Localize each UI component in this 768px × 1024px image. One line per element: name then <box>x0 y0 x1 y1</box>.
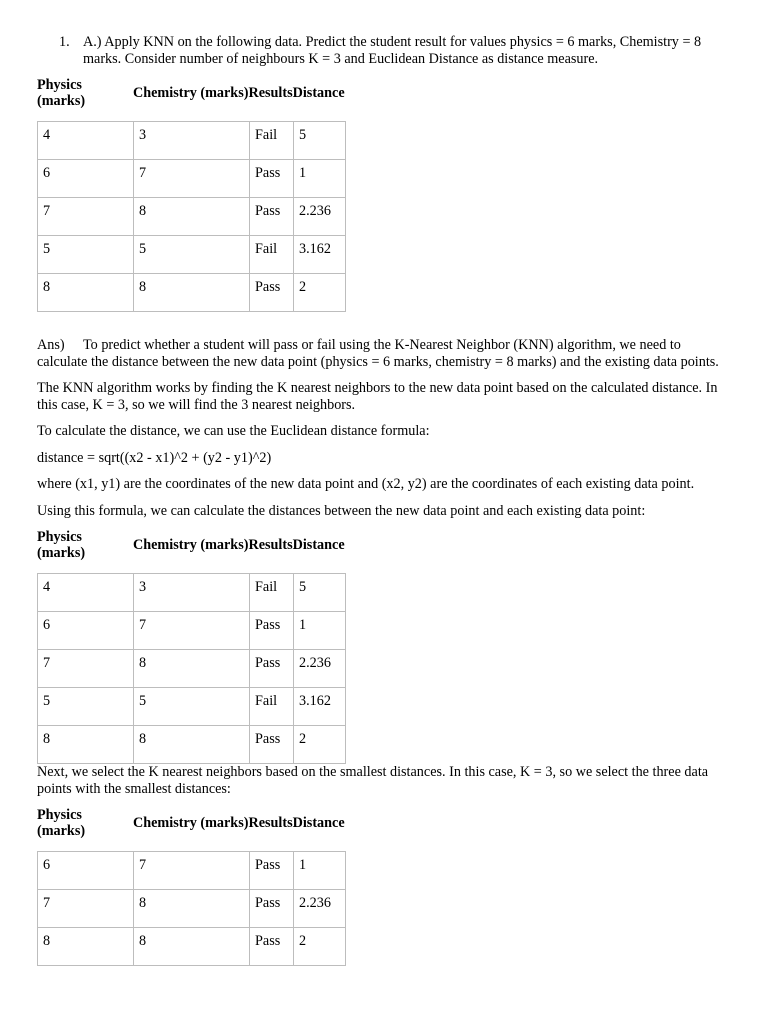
cell-physics: 6 <box>38 160 134 198</box>
cell-result: Fail <box>250 236 294 274</box>
table-row <box>38 890 346 928</box>
cell-chemistry: 3 <box>134 122 250 160</box>
cell-result: Pass <box>250 890 294 928</box>
cell-distance: 5 <box>294 574 346 612</box>
cell-chemistry: 8 <box>134 928 250 966</box>
cell-chemistry: 8 <box>134 198 250 236</box>
cell-distance: 1 <box>294 852 346 890</box>
cell-result: Pass <box>250 852 294 890</box>
cell-result: Pass <box>250 928 294 966</box>
table-row <box>38 852 346 890</box>
distance-formula: distance = sqrt((x2 - x1)^2 + (y2 - y1)^2) <box>37 449 272 466</box>
cell-distance: 2 <box>294 928 346 966</box>
cell-distance: 2.236 <box>294 890 346 928</box>
table3-header <box>37 807 727 839</box>
cell-distance: 2.236 <box>294 650 346 688</box>
header-physics: Physics (marks) <box>37 529 86 561</box>
cell-chemistry: 3 <box>134 574 250 612</box>
cell-distance: 1 <box>294 612 346 650</box>
cell-distance: 3.162 <box>294 688 346 726</box>
header-distance: Distance <box>292 815 345 831</box>
table1-header <box>37 77 727 109</box>
header-results: Results <box>248 537 293 553</box>
table-row <box>38 726 346 764</box>
cell-physics: 8 <box>38 274 134 312</box>
cell-physics: 5 <box>38 236 134 274</box>
cell-chemistry: 5 <box>134 236 250 274</box>
cell-result: Fail <box>250 574 294 612</box>
table-row <box>38 612 346 650</box>
question-item <box>37 34 727 67</box>
header-physics: Physics (marks) <box>37 807 86 839</box>
cell-distance: 5 <box>294 122 346 160</box>
cell-result: Pass <box>250 612 294 650</box>
header-results: Results <box>248 85 293 101</box>
cell-result: Pass <box>250 274 294 312</box>
table-row <box>38 198 346 236</box>
cell-chemistry: 7 <box>134 160 250 198</box>
table3 <box>37 851 346 966</box>
cell-physics: 6 <box>38 612 134 650</box>
cell-physics: 8 <box>38 726 134 764</box>
header-physics: Physics (marks) <box>37 77 86 109</box>
answer-paragraph-1 <box>37 337 727 370</box>
cell-distance: 2 <box>294 274 346 312</box>
cell-result: Fail <box>250 688 294 726</box>
cell-result: Pass <box>250 160 294 198</box>
cell-physics: 5 <box>38 688 134 726</box>
cell-chemistry: 8 <box>134 890 250 928</box>
answer-paragraph-4: where (x1, y1) are the coordinates of the new data point and (x2, y2) are the coordinates of each existing data point. <box>37 476 695 492</box>
cell-distance: 3.162 <box>294 236 346 274</box>
answer-paragraph-3: To calculate the distance, we can use the Euclidean distance formula: <box>37 423 430 439</box>
header-results: Results <box>248 815 293 831</box>
cell-result: Pass <box>250 726 294 764</box>
answer-paragraph-2: The KNN algorithm works by finding the K nearest neighbors to the new data point based on the calculated distance. In this case, K = 3, so we will find the 3 nearest neighbors. <box>37 380 718 413</box>
question-number: 1. <box>59 34 70 50</box>
cell-chemistry: 7 <box>134 612 250 650</box>
answer-paragraph-6: Next, we select the K nearest neighbors based on the smallest distances. In this case, K = 3, so we select the three data points with the smallest distances: <box>37 764 709 797</box>
cell-physics: 4 <box>38 574 134 612</box>
cell-chemistry: 5 <box>134 688 250 726</box>
cell-distance: 2.236 <box>294 198 346 236</box>
cell-result: Pass <box>250 198 294 236</box>
table-row <box>38 688 346 726</box>
header-chemistry: Chemistry (marks) <box>133 85 249 101</box>
cell-distance: 2 <box>294 726 346 764</box>
header-distance: Distance <box>292 537 345 553</box>
answer-label: Ans) <box>37 337 65 353</box>
cell-chemistry: 8 <box>134 274 250 312</box>
cell-physics: 7 <box>38 890 134 928</box>
cell-chemistry: 7 <box>134 852 250 890</box>
cell-physics: 7 <box>38 650 134 688</box>
table1 <box>37 121 346 312</box>
answer-paragraph-5: Using this formula, we can calculate the distances between the new data point and each existing data point: <box>37 502 646 519</box>
cell-chemistry: 8 <box>134 726 250 764</box>
header-distance: Distance <box>292 85 345 101</box>
table-row <box>38 122 346 160</box>
table-row <box>38 160 346 198</box>
cell-result: Fail <box>250 122 294 160</box>
cell-chemistry: 8 <box>134 650 250 688</box>
document-page <box>37 34 727 966</box>
table-row <box>38 928 346 966</box>
header-chemistry: Chemistry (marks) <box>133 815 249 831</box>
cell-distance: 1 <box>294 160 346 198</box>
cell-physics: 4 <box>38 122 134 160</box>
table-row <box>38 650 346 688</box>
table-row <box>38 236 346 274</box>
cell-result: Pass <box>250 650 294 688</box>
table2 <box>37 573 346 764</box>
table-row <box>38 274 346 312</box>
table-row <box>38 574 346 612</box>
cell-physics: 8 <box>38 928 134 966</box>
table2-header <box>37 529 727 561</box>
question-text: A.) Apply KNN on the following data. Predict the student result for values physics = 6 marks, Chemistry = 8 marks. Consider number of neighbours K = 3 and Euclidean Distance as distance measure. <box>83 34 702 67</box>
cell-physics: 7 <box>38 198 134 236</box>
answer-text-1: To predict whether a student will pass or fail using the K-Nearest Neighbor (KNN) algorithm, we need to calculate the distance between the new data point (physics = 6 marks, chemistry = 8 marks) and the existing data points. <box>37 337 719 370</box>
cell-physics: 6 <box>38 852 134 890</box>
header-chemistry: Chemistry (marks) <box>133 537 249 553</box>
